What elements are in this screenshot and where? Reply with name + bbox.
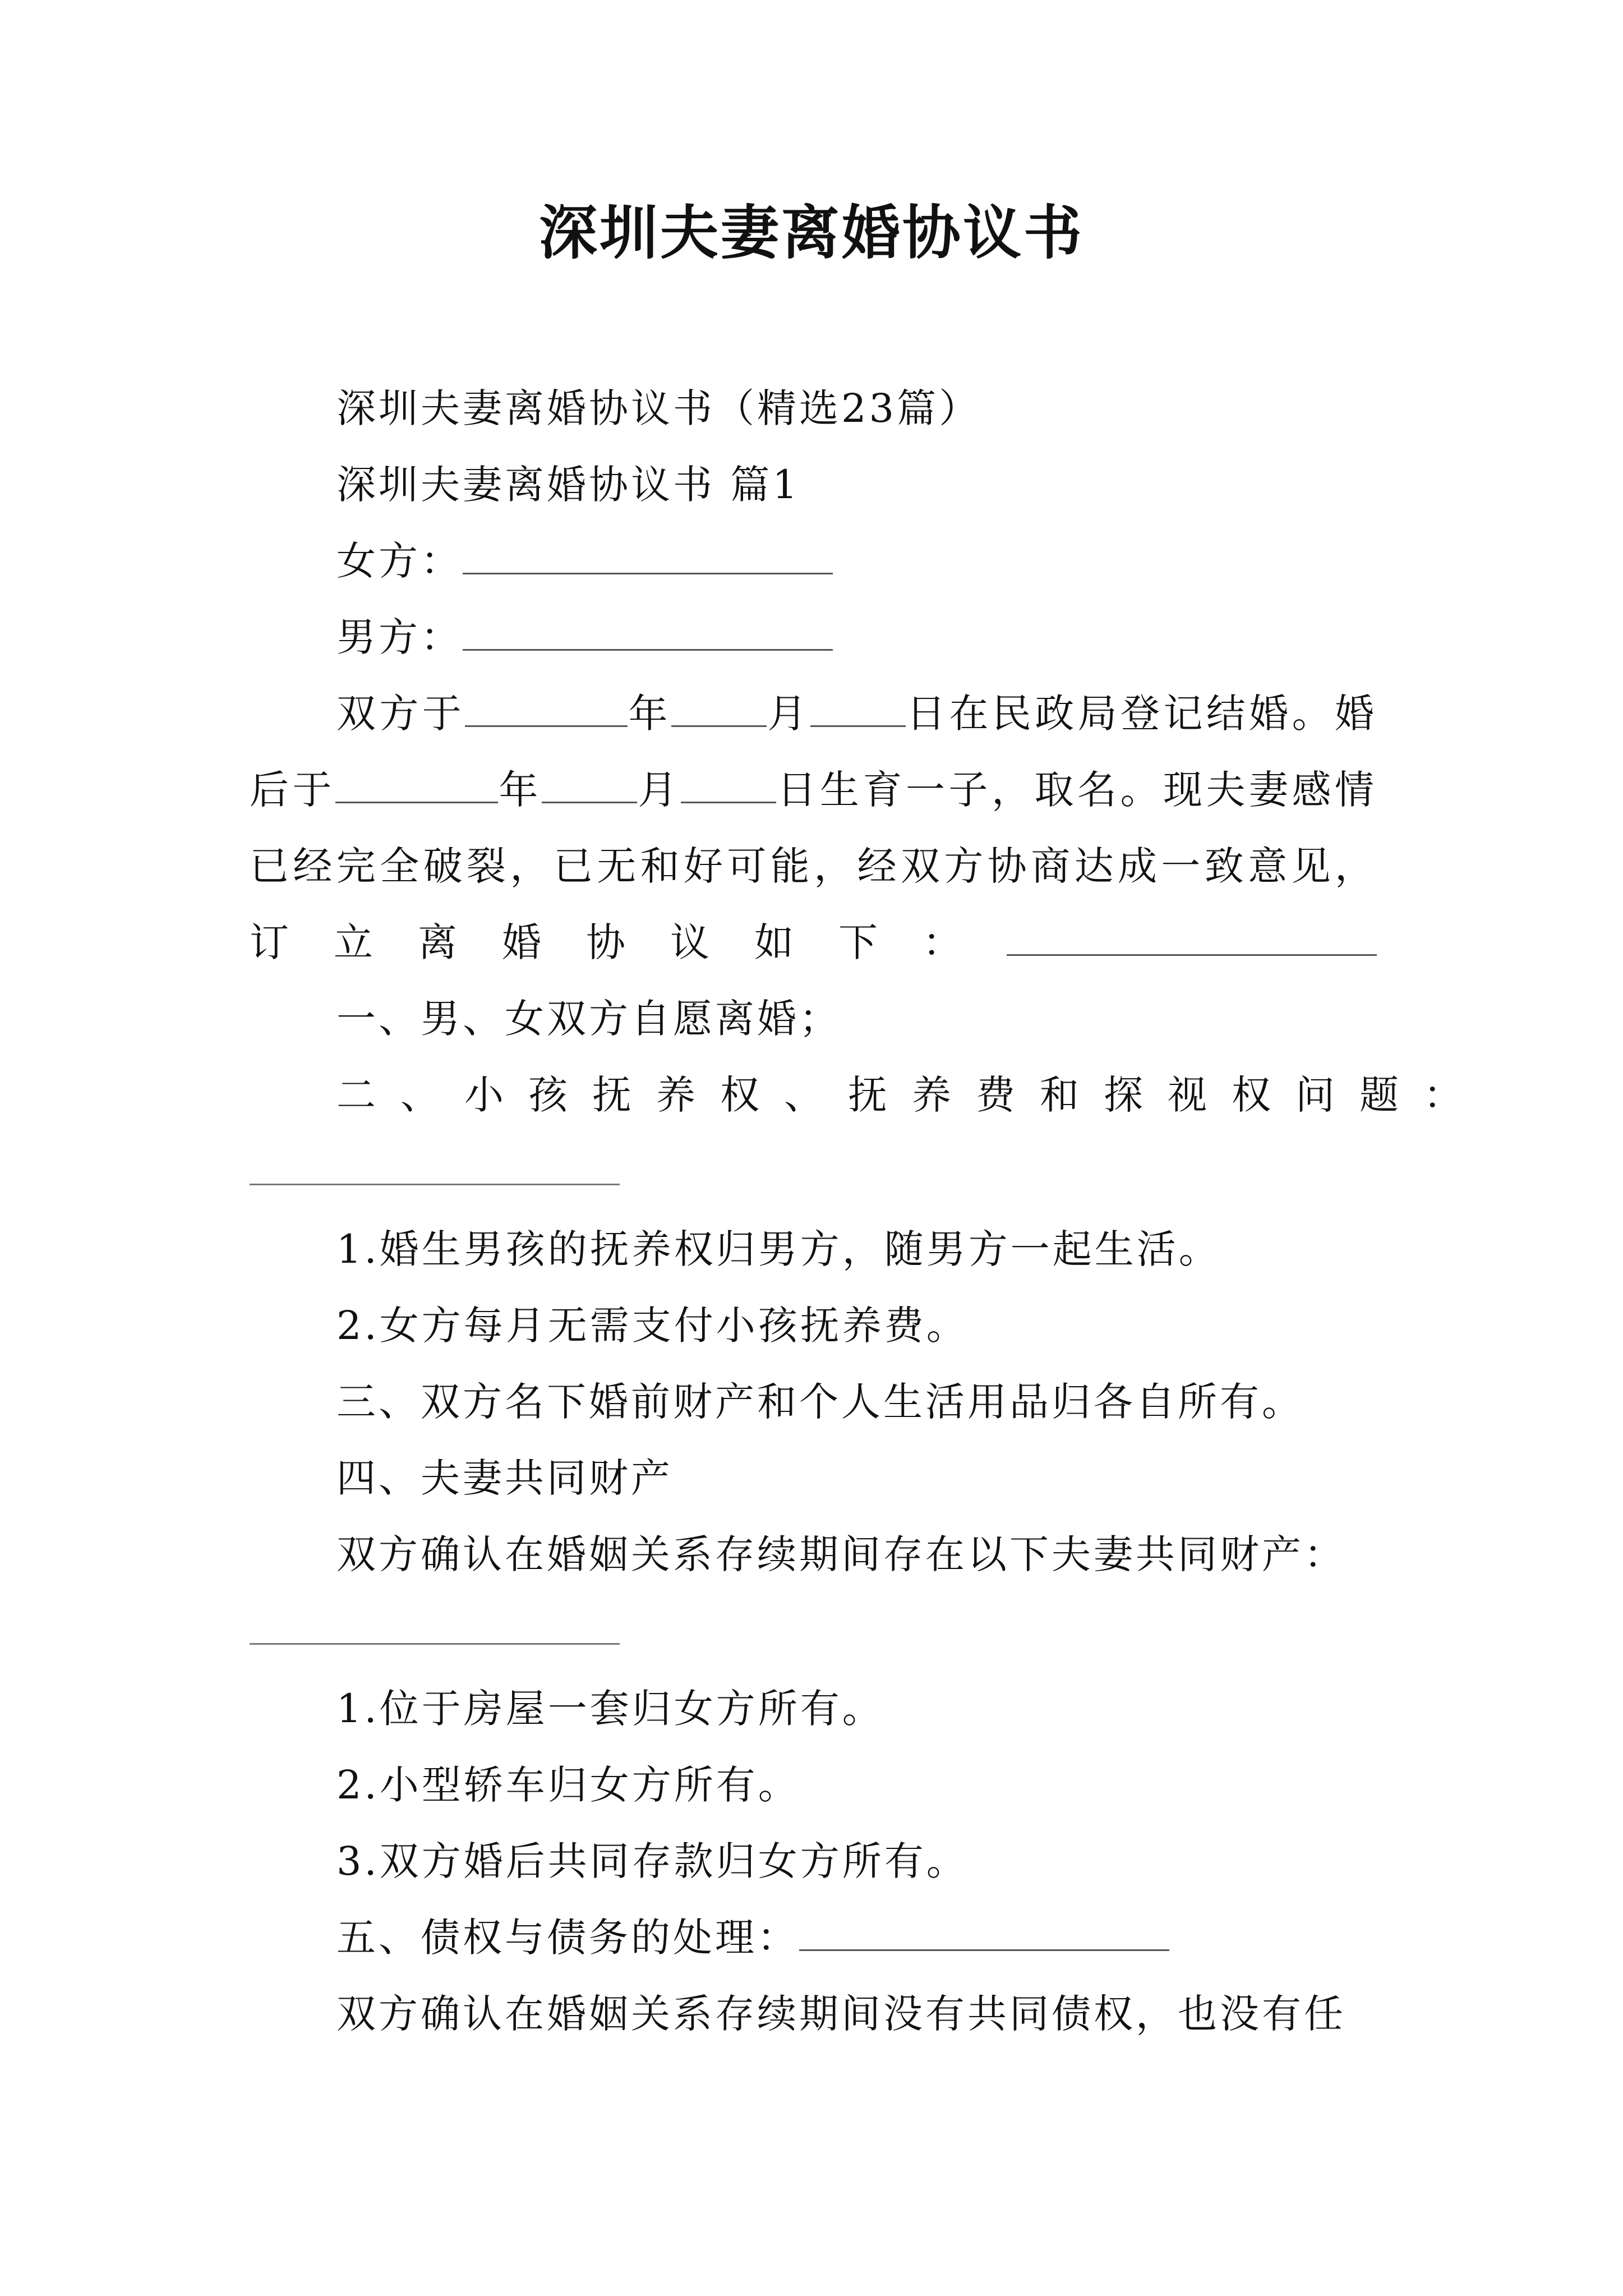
clause-2-item: 2.女方每月无需支付小孩抚养费。 xyxy=(336,1303,969,1349)
document-body xyxy=(250,370,1487,2052)
document-title: 深圳夫妻离婚协议书 xyxy=(538,198,1084,267)
marriage-year-blank xyxy=(465,720,628,727)
female-party-label: 女方： xyxy=(336,538,463,584)
male-party-label: 男方： xyxy=(336,614,463,660)
clause-4-item: 3.双方婚后共同存款归女方所有。 xyxy=(336,1838,969,1884)
clause-2-item: 1.婚生男孩的抚养权归男方，随男方一起生活。 xyxy=(336,1226,1221,1272)
male-party-line xyxy=(250,599,1377,675)
birth-month-blank xyxy=(542,796,637,803)
clause-5-line xyxy=(250,1899,1377,1976)
marriage-text-5: 年 xyxy=(498,767,542,813)
section-heading: 深圳夫妻离婚协议书 篇1 xyxy=(336,462,800,508)
birth-year-blank xyxy=(335,796,498,803)
marriage-paragraph xyxy=(250,675,1377,981)
marriage-text-7: 日生育一子，取名。现夫妻感情已经完全破裂，已无和好可能，经双方协商达成一致意见，订立离婚协议如下： xyxy=(250,767,1377,965)
female-party-line xyxy=(250,523,1377,599)
document-subtitle: 深圳夫妻离婚协议书（精选23篇） xyxy=(336,385,981,431)
clause-5: 五、债权与债务的处理： xyxy=(336,1915,799,1961)
clause-3: 三、双方名下婚前财产和个人生活用品归各自所有。 xyxy=(336,1379,1304,1425)
clause-4-item: 2.小型轿车归女方所有。 xyxy=(336,1762,800,1808)
agreement-blank xyxy=(1007,949,1377,956)
clause-4-blank-line xyxy=(250,1593,620,1645)
male-name-blank xyxy=(463,643,833,651)
marriage-month-blank xyxy=(671,720,767,727)
marriage-text-3: 月 xyxy=(766,691,810,737)
clause-5-text: 双方确认在婚姻关系存续期间没有共同债权，也没有任 xyxy=(336,1991,1346,2037)
clause-4-item: 1.位于房屋一套归女方所有。 xyxy=(336,1686,884,1732)
clause-5-blank xyxy=(799,1944,1169,1951)
clause-4-intro: 双方确认在婚姻关系存续期间存在以下夫妻共同财产： xyxy=(336,1531,1346,1577)
marriage-text-1: 双方于 xyxy=(336,691,465,737)
female-name-blank xyxy=(463,567,833,574)
clause-1: 一、男、女双方自愿离婚； xyxy=(336,996,841,1042)
marriage-text-4: 日在民政局登记结婚。婚后于 xyxy=(250,691,1377,813)
clause-2-blank-line xyxy=(250,1133,620,1185)
marriage-day-blank xyxy=(810,720,906,727)
marriage-text-2: 年 xyxy=(628,691,671,737)
birth-day-blank xyxy=(681,796,776,803)
clause-2: 二、小孩抚养权、抚养费和探视权问题： xyxy=(336,1072,1487,1118)
marriage-text-6: 月 xyxy=(637,767,681,813)
clause-4: 四、夫妻共同财产 xyxy=(336,1455,673,1501)
